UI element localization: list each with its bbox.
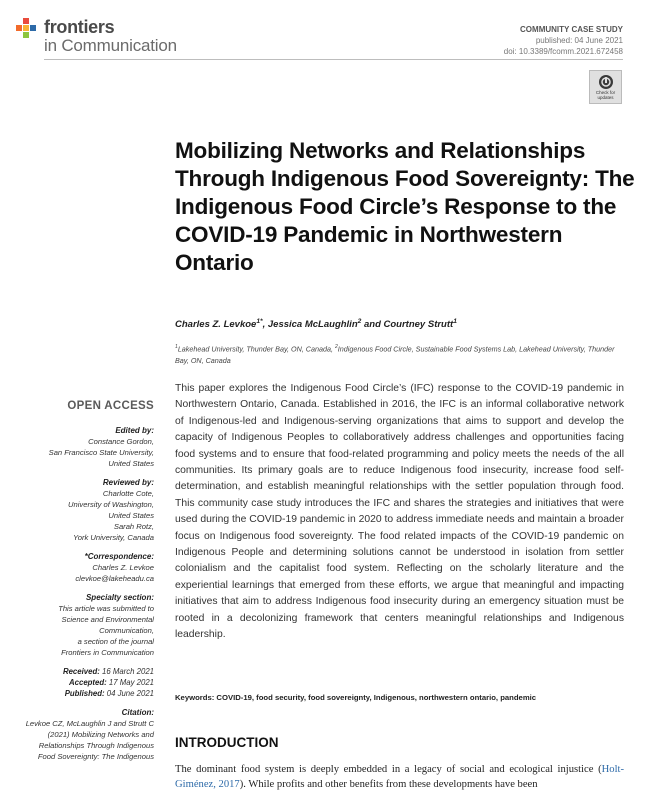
journal-name: in Communication	[44, 36, 177, 55]
header-divider	[44, 59, 623, 60]
published-date: published: 04 June 2021	[535, 36, 623, 45]
affiliation-item: Indigenous Food Circle, Sustainable Food Systems Lab, Lakehead University, Thunder Bay, ON, Canada	[175, 344, 615, 366]
open-access-label: OPEN ACCESS	[67, 400, 154, 412]
check-for-updates-button[interactable]	[589, 70, 622, 104]
specialty-line: Science and Environmental	[61, 615, 154, 624]
introduction-heading: INTRODUCTION	[175, 735, 279, 750]
citation-line: (2021) Mobilizing Networks and	[47, 730, 154, 739]
keywords: Keywords: COVID-19, food security, food sovereignty, Indigenous, northwestern ontario, pandemic	[175, 693, 537, 702]
received-date: Received: 16 March 2021	[62, 667, 154, 676]
journal-brand: frontiers	[44, 17, 115, 37]
abstract: This paper explores the Indigenous Food Circle’s (IFC) response to the COVID-19 pandemic in Northwestern Ontario, Canada. Established in 2016, the IFC is an informal collaborative network of Indigenous-led and Indigenous-serving organizations that aims to support and develop the capacity of Indigenous Peoples to collaboratively address challenges and opportunities facing food systems and to ensure that food-related programming and policy meets the needs of the all communities. Its primary goals are to reduce Indigenous food insecurity, increase food self-determination, and establish meaningful relationships with the settler population through food. This community case study introduces the IFC and shares the strategies and initiatives that were used during the COVID-19 pandemic in 2020 to address immediate needs and maintain a broader focus on Indigenous food sovereignty. The food related impacts of the COVID-19 pandemic on Indigenous People and determining solutions cannot be understood in isolation from settler colonialism and the capitalist food system. Reflecting on the scholarly literature and the experiential learnings that emerged from these efforts, we argue that meaningful and impacting initiatives that aim to address Indigenous food insecurity during an emergency situation must be rooted in a decolonizing framework that centers meaningful relationships and Indigenous leadership.	[175, 383, 624, 641]
frontiers-logo-icon	[16, 16, 40, 40]
editor-line: United States	[108, 459, 154, 468]
reviewer-line: Sarah Rotz,	[113, 522, 154, 531]
author-name[interactable]: Charles Z. Levkoe	[175, 319, 257, 331]
affiliations: $^1$Lakehead University, Thunder Bay, ON, Canada, $^2$Indigenous Food Circle, Sustainable Food Systems Lab, Lakehead University, Thunder Bay, ON, Canada	[175, 344, 615, 366]
citation-line: Relationships Through Indigenous	[38, 741, 154, 750]
citation-line: Levkoe CZ, McLaughlin J and Strutt C	[25, 719, 154, 728]
specialty-line: a section of the journal	[77, 637, 154, 646]
editor-line: San Francisco State University,	[48, 448, 154, 457]
citation-link[interactable]: Holt-Giménez, 2017	[175, 764, 624, 790]
article-sidebar	[14, 400, 154, 762]
author-name[interactable]: Jessica McLaughlin	[267, 319, 358, 331]
check-updates-label: Check for updates	[595, 90, 616, 100]
edited-by-heading: Edited by:	[115, 426, 154, 435]
specialty-line: Communication,	[99, 626, 154, 635]
article-type: COMMUNITY CASE STUDY	[520, 25, 623, 34]
correspondence-name: Charles Z. Levkoe	[92, 563, 154, 572]
author-list: Charles Z. Levkoe$^{1*}$, Jessica McLaughlin$^2$ and Courtney Strutt$^1$	[175, 318, 457, 331]
citation-heading: Citation:	[121, 708, 154, 717]
accepted-date: Accepted: 17 May 2021	[69, 678, 154, 687]
specialty-line: Frontiers in Communication	[61, 648, 154, 657]
specialty-line: This article was submitted to	[58, 604, 154, 613]
article-title: Mobilizing Networks and Relationships Through Indigenous Food Sovereignty: The Indigenous Food Circle’s Response to the COVID-19 Pandemic in Northwestern Ontario	[175, 138, 635, 275]
specialty-heading: Specialty section:	[85, 593, 154, 602]
correspondence-email-link[interactable]: clevkoe@lakeheadu.ca	[75, 574, 154, 583]
introduction-paragraph: The dominant food system is deeply embedded in a legacy of social and ecological injustice (Holt-Giménez, 2017). While profits and other benefits from these developments have been	[175, 764, 624, 790]
editor-line: Constance Gordon,	[88, 437, 154, 446]
author-affiliation-mark: 2	[357, 318, 362, 325]
author-name[interactable]: Courtney Strutt	[383, 319, 454, 331]
doi[interactable]: doi: 10.3389/fcomm.2021.672458	[503, 47, 623, 56]
affiliation-item: Lakehead University, Thunder Bay, ON, Canada,	[177, 344, 335, 354]
journal-header	[0, 0, 654, 62]
reviewer-line: Charlotte Cote,	[102, 489, 154, 498]
author-affiliation-mark: 1*	[256, 318, 263, 325]
author-affiliation-mark: 1	[453, 318, 457, 325]
citation-line: Food Sovereignty: The Indigenous	[37, 752, 154, 761]
published-date-sidebar: Published: 04 June 2021	[64, 689, 154, 698]
check-updates-icon	[598, 74, 614, 90]
correspondence-heading: *Correspondence:	[84, 552, 154, 561]
reviewer-line: University of Washington,	[68, 500, 154, 509]
article-meta	[504, 24, 623, 57]
reviewed-by-heading: Reviewed by:	[102, 478, 154, 487]
reviewer-line: United States	[108, 511, 154, 520]
reviewer-line: York University, Canada	[73, 533, 154, 542]
